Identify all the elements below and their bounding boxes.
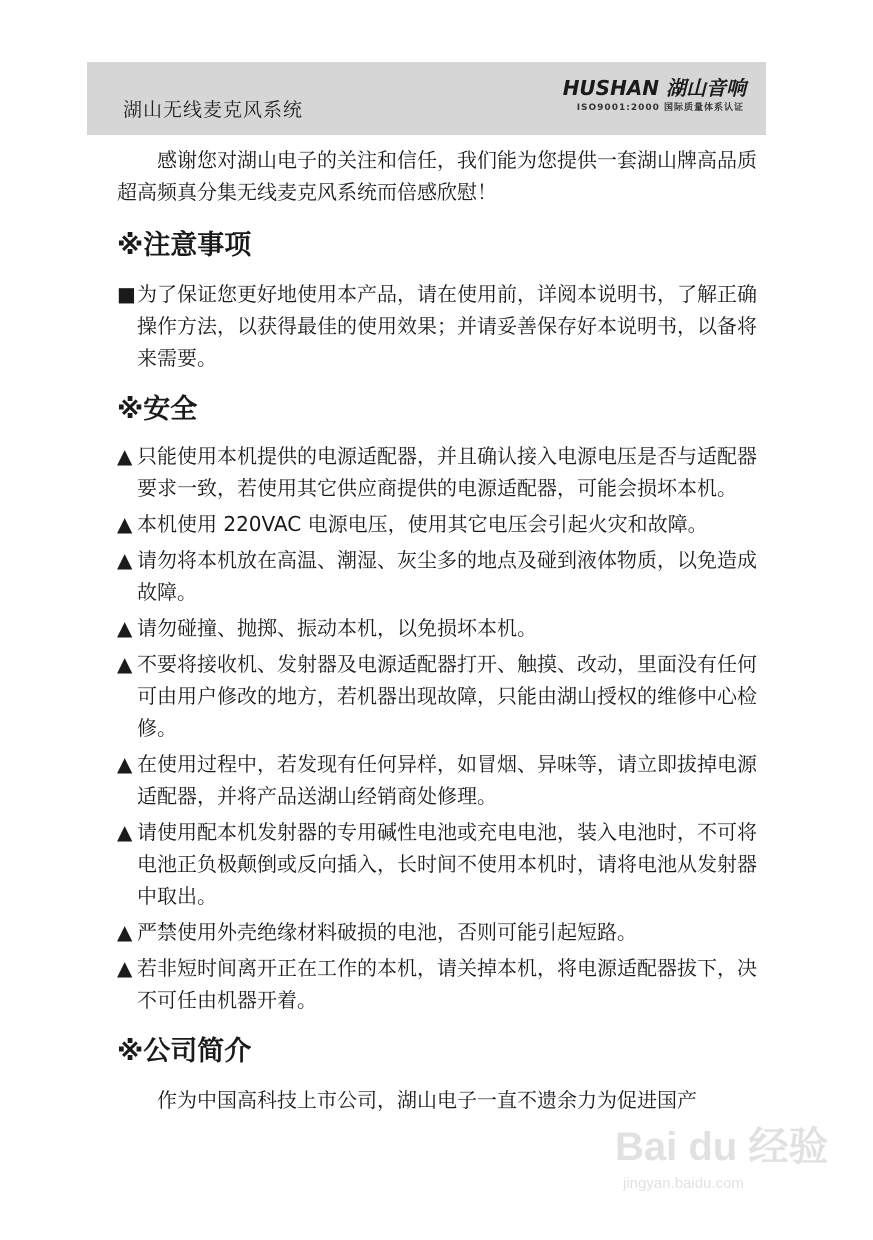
company-heading: ※公司简介 [117, 1036, 252, 1067]
safety-item-text: 只能使用本机提供的电源适配器，并且确认接入电源电压是否与适配器要求一致，若使用其它供应商提供的电源适配器，可能会损坏本机。 [137, 444, 757, 500]
square-bullet-icon: ■ [117, 282, 136, 306]
triangle-bullet-icon: ▲ [117, 652, 133, 676]
safety-item-text: 不要将接收机、发射器及电源适配器打开、触摸、改动，里面没有任何可由用户修改的地方，若机器出现故障，只能由湖山授权的维修中心检修。 [137, 652, 757, 740]
safety-item [117, 612, 762, 644]
notice-heading: ※注意事项 [117, 230, 252, 261]
safety-item [117, 816, 762, 912]
triangle-bullet-icon: ▲ [117, 820, 133, 844]
notice-item-text: 为了保证您更好地使用本产品，请在使用前，详阅本说明书，了解正确操作方法，以获得最佳的使用效果；并请妥善保存好本说明书，以备将来需要。 [137, 282, 757, 370]
watermark-brand: Bai du 经验 [615, 1125, 829, 1169]
safety-item [117, 748, 762, 812]
hushan-logo [546, 72, 746, 120]
safety-item-text: 请使用配本机发射器的专用碱性电池或充电电池，装入电池时，不可将电池正负极颠倒或反向插入，长时间不使用本机时，请将电池从发射器中取出。 [137, 820, 757, 908]
safety-item [117, 648, 762, 744]
watermark-url: jingyan.baidu.com [623, 1175, 744, 1192]
page-header [87, 62, 766, 135]
safety-item-text: 请勿将本机放在高温、潮湿、灰尘多的地点及碰到液体物质，以免造成故障。 [137, 548, 757, 604]
triangle-bullet-icon: ▲ [117, 752, 133, 776]
triangle-bullet-icon: ▲ [117, 956, 133, 980]
safety-item-text: 本机使用 220VAC 电源电压，使用其它电压会引起火灾和故障。 [137, 512, 708, 536]
baidu-watermark [615, 1115, 830, 1205]
safety-item-text: 请勿碰撞、抛掷、振动本机，以免损坏本机。 [137, 616, 537, 640]
company-paragraph: 作为中国高科技上市公司，湖山电子一直不遗余力为促进国产 [157, 1088, 697, 1112]
triangle-bullet-icon: ▲ [117, 512, 133, 536]
logo-brand: HUSHAN 湖山音响 [562, 76, 746, 100]
safety-item [117, 440, 762, 504]
header-title: 湖山无线麦克风系统 [123, 99, 304, 121]
intro-paragraph: 感谢您对湖山电子的关注和信任，我们能为您提供一套湖山牌高品质超高频真分集无线麦克风系统而倍感欣慰！ [117, 148, 757, 204]
triangle-bullet-icon: ▲ [117, 616, 133, 640]
safety-item [117, 508, 762, 540]
document-body [117, 140, 762, 1116]
logo-certification: ISO9001:2000 国际质量体系认证 [576, 103, 744, 113]
safety-item [117, 916, 762, 948]
safety-item [117, 544, 762, 608]
safety-item-text: 若非短时间离开正在工作的本机，请关掉本机，将电源适配器拔下，决不可任由机器开着。 [137, 956, 757, 1012]
notice-item [117, 278, 762, 374]
safety-heading: ※安全 [117, 394, 198, 425]
safety-item-text: 严禁使用外壳绝缘材料破损的电池，否则可能引起短路。 [137, 920, 637, 944]
triangle-bullet-icon: ▲ [117, 444, 133, 468]
safety-item [117, 952, 762, 1016]
triangle-bullet-icon: ▲ [117, 548, 133, 572]
safety-item-text: 在使用过程中，若发现有任何异样，如冒烟、异味等，请立即拔掉电源适配器，并将产品送湖山经销商处修理。 [137, 752, 757, 808]
triangle-bullet-icon: ▲ [117, 920, 133, 944]
